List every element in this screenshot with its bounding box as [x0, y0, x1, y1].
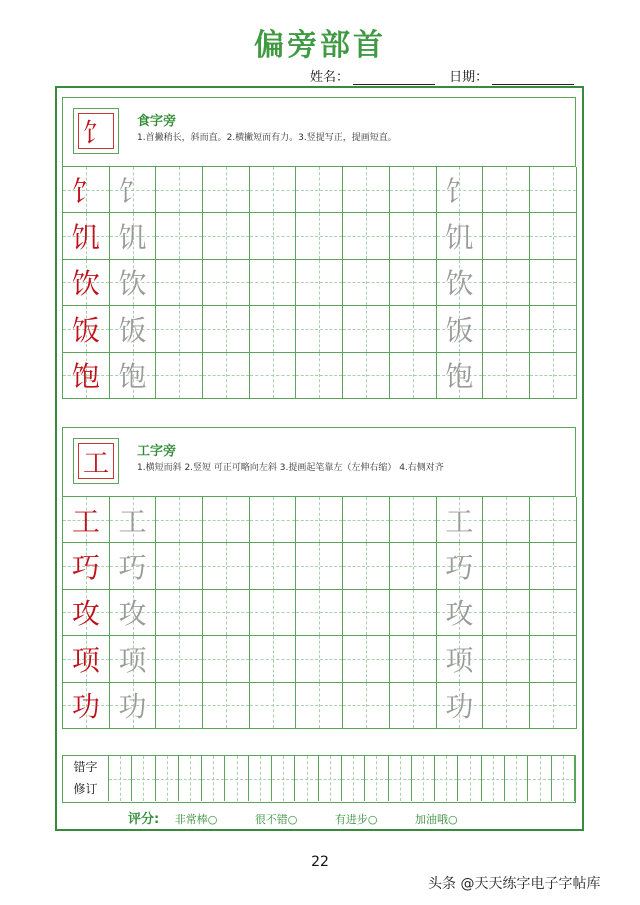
grid-cell[interactable] [156, 167, 203, 213]
error-cell[interactable] [202, 756, 225, 801]
error-cell[interactable] [249, 756, 272, 801]
model-character: 巧 [71, 551, 100, 585]
grid-cell[interactable] [110, 683, 157, 729]
error-cell[interactable] [295, 756, 318, 801]
grid-cell[interactable] [203, 497, 250, 543]
grid-cell[interactable] [483, 497, 530, 543]
name-label: 姓名： [310, 70, 350, 85]
error-cell[interactable] [412, 756, 435, 801]
error-cell[interactable] [179, 756, 202, 801]
error-cell[interactable] [272, 756, 295, 801]
error-correction-grid [109, 756, 575, 801]
grid-cell[interactable] [156, 636, 203, 682]
radical-char: 饣 [78, 113, 114, 149]
grid-cell[interactable] [390, 543, 437, 589]
grid-cell[interactable] [156, 683, 203, 729]
radical-box [73, 438, 119, 484]
error-correction-row [62, 755, 576, 803]
grid-cell[interactable] [63, 353, 110, 399]
model-character: 功 [71, 690, 100, 724]
rating-option-excellent[interactable]: 非常棒○ [174, 813, 218, 826]
grid-cell[interactable] [483, 167, 530, 213]
grid-cell[interactable] [530, 497, 577, 543]
model-character: 工 [71, 504, 100, 538]
trace-character: 饭 [445, 313, 474, 347]
grid-cell[interactable] [343, 683, 390, 729]
grid-cell[interactable] [296, 167, 343, 213]
name-date-line [310, 66, 584, 85]
grid-cell[interactable] [110, 353, 157, 399]
grid-cell[interactable] [296, 636, 343, 682]
trace-character: 饮 [445, 267, 474, 301]
grid-cell[interactable] [390, 497, 437, 543]
grid-cell[interactable] [483, 353, 530, 399]
trace-character: 工 [118, 504, 147, 538]
grid-cell[interactable] [343, 213, 390, 259]
error-cell[interactable] [505, 756, 528, 801]
grid-cell[interactable] [156, 543, 203, 589]
grid-cell[interactable] [343, 353, 390, 399]
trace-character: 饥 [118, 221, 147, 255]
error-cell[interactable] [319, 756, 342, 801]
grid-cell[interactable] [250, 590, 297, 636]
radical-section-1 [62, 97, 576, 399]
trace-character: 饱 [118, 360, 147, 394]
grid-cell[interactable] [250, 497, 297, 543]
grid-cell[interactable] [390, 260, 437, 306]
error-cell[interactable] [458, 756, 481, 801]
grid-cell[interactable] [250, 636, 297, 682]
date-label: 日期： [449, 70, 489, 85]
trace-character: 饣 [445, 174, 474, 208]
grid-cell[interactable] [203, 260, 250, 306]
grid-cell[interactable] [250, 213, 297, 259]
section-header [62, 97, 576, 167]
grid-cell[interactable] [156, 590, 203, 636]
grid-cell[interactable] [203, 213, 250, 259]
error-cell[interactable] [109, 756, 132, 801]
grid-cell[interactable] [63, 306, 110, 352]
grid-cell[interactable] [437, 497, 484, 543]
writing-rule: 1.首撇稍长，斜而直。2.横撇短而有力。3.竖提写正，提画短直。 [137, 133, 397, 143]
grid-cell[interactable] [110, 213, 157, 259]
grid-cell[interactable] [343, 590, 390, 636]
error-cell[interactable] [156, 756, 179, 801]
trace-character: 项 [118, 643, 147, 677]
error-cell[interactable] [482, 756, 505, 801]
grid-cell[interactable] [110, 167, 157, 213]
grid-cell[interactable] [530, 353, 577, 399]
grid-cell[interactable] [483, 683, 530, 729]
grid-cell[interactable] [343, 306, 390, 352]
section-header [62, 427, 576, 497]
grid-cell[interactable] [63, 683, 110, 729]
trace-character: 饣 [118, 174, 147, 208]
grid-cell[interactable] [63, 497, 110, 543]
grid-cell[interactable] [483, 590, 530, 636]
model-character: 饱 [71, 360, 100, 394]
grid-cell[interactable] [156, 306, 203, 352]
trace-character: 饥 [445, 221, 474, 255]
grid-cell[interactable] [530, 213, 577, 259]
grid-cell[interactable] [296, 590, 343, 636]
grid-cell[interactable] [390, 353, 437, 399]
grid-cell[interactable] [203, 636, 250, 682]
grid-cell[interactable] [203, 353, 250, 399]
grid-cell[interactable] [390, 213, 437, 259]
grid-cell[interactable] [483, 543, 530, 589]
grid-cell[interactable] [343, 543, 390, 589]
model-character: 饣 [71, 174, 100, 208]
grid-cell[interactable] [390, 590, 437, 636]
radical-box [73, 108, 119, 154]
grid-cell[interactable] [343, 497, 390, 543]
error-cell[interactable] [435, 756, 458, 801]
grid-cell[interactable] [530, 636, 577, 682]
trace-character: 饭 [118, 313, 147, 347]
model-character: 饭 [71, 313, 100, 347]
grid-cell[interactable] [110, 497, 157, 543]
watermark: 头条 @天天练字电子字帖库 [428, 876, 601, 892]
trace-character: 功 [118, 690, 147, 724]
error-cell[interactable] [225, 756, 248, 801]
name-blank[interactable] [353, 84, 435, 85]
grid-cell[interactable] [296, 260, 343, 306]
grid-cell[interactable] [437, 260, 484, 306]
grid-cell[interactable] [437, 683, 484, 729]
grid-cell[interactable] [156, 497, 203, 543]
grid-cell[interactable] [110, 590, 157, 636]
grid-cell[interactable] [296, 543, 343, 589]
error-cell[interactable] [389, 756, 412, 801]
error-cell[interactable] [342, 756, 365, 801]
grid-cell[interactable] [110, 543, 157, 589]
practice-grid [62, 497, 576, 729]
model-character: 项 [71, 643, 100, 677]
grid-cell[interactable] [250, 167, 297, 213]
grid-cell[interactable] [63, 213, 110, 259]
grid-cell[interactable] [343, 636, 390, 682]
grid-cell[interactable] [437, 636, 484, 682]
grid-cell[interactable] [63, 636, 110, 682]
date-blank[interactable] [492, 84, 574, 85]
grid-cell[interactable] [63, 260, 110, 306]
rating-option-good[interactable]: 很不错○ [254, 813, 298, 826]
error-cell[interactable] [132, 756, 155, 801]
grid-cell[interactable] [250, 683, 297, 729]
error-cell[interactable] [365, 756, 388, 801]
grid-cell[interactable] [110, 306, 157, 352]
model-character: 饥 [71, 221, 100, 255]
grid-cell[interactable] [296, 306, 343, 352]
rating-bar [128, 808, 492, 827]
grid-cell[interactable] [250, 306, 297, 352]
grid-cell[interactable] [530, 306, 577, 352]
grid-cell[interactable] [296, 213, 343, 259]
grid-cell[interactable] [530, 543, 577, 589]
grid-cell[interactable] [203, 590, 250, 636]
rating-label: 评分: [128, 812, 160, 827]
grid-cell[interactable] [250, 260, 297, 306]
trace-character: 项 [445, 643, 474, 677]
practice-grid [62, 167, 576, 399]
grid-cell[interactable] [63, 590, 110, 636]
radical-name: 工字旁 [137, 444, 177, 459]
grid-cell[interactable] [63, 543, 110, 589]
grid-cell[interactable] [156, 353, 203, 399]
grid-cell[interactable] [296, 497, 343, 543]
grid-cell[interactable] [437, 543, 484, 589]
error-cell[interactable] [528, 756, 551, 801]
grid-cell[interactable] [390, 636, 437, 682]
trace-character: 功 [445, 690, 474, 724]
grid-cell[interactable] [343, 260, 390, 306]
model-character: 攻 [71, 597, 100, 631]
trace-character: 工 [445, 504, 474, 538]
grid-cell[interactable] [296, 353, 343, 399]
grid-cell[interactable] [296, 683, 343, 729]
grid-cell[interactable] [483, 213, 530, 259]
grid-cell[interactable] [530, 260, 577, 306]
error-cell[interactable] [552, 756, 575, 801]
page-number: 22 [311, 854, 329, 870]
radical-name: 食字旁 [137, 114, 177, 129]
grid-cell[interactable] [437, 167, 484, 213]
grid-cell[interactable] [63, 167, 110, 213]
grid-cell[interactable] [156, 213, 203, 259]
page-title: 偏旁部首 [254, 28, 386, 63]
grid-cell[interactable] [250, 353, 297, 399]
grid-cell[interactable] [483, 636, 530, 682]
grid-cell[interactable] [437, 590, 484, 636]
rating-option-keep-going[interactable]: 加油哦○ [415, 813, 458, 826]
grid-cell[interactable] [530, 167, 577, 213]
grid-cell[interactable] [437, 213, 484, 259]
trace-character: 饱 [445, 360, 474, 394]
trace-character: 攻 [118, 597, 147, 631]
grid-cell[interactable] [437, 306, 484, 352]
trace-character: 饮 [118, 267, 147, 301]
model-character: 饮 [71, 267, 100, 301]
radical-char: 工 [78, 443, 114, 479]
trace-character: 巧 [445, 551, 474, 585]
grid-cell[interactable] [530, 683, 577, 729]
grid-cell[interactable] [203, 543, 250, 589]
grid-cell[interactable] [203, 683, 250, 729]
trace-character: 巧 [118, 551, 147, 585]
grid-cell[interactable] [110, 636, 157, 682]
grid-cell[interactable] [110, 260, 157, 306]
grid-cell[interactable] [390, 683, 437, 729]
grid-cell[interactable] [203, 306, 250, 352]
grid-cell[interactable] [390, 306, 437, 352]
grid-cell[interactable] [437, 353, 484, 399]
grid-cell[interactable] [343, 167, 390, 213]
grid-cell[interactable] [483, 260, 530, 306]
trace-character: 攻 [445, 597, 474, 631]
grid-cell[interactable] [483, 306, 530, 352]
radical-section-2 [62, 427, 576, 729]
writing-rule: 1.横短而斜 2.竖短 可正可略向左斜 3.提画起笔靠左（左伸右缩） 4.右侧对齐 [137, 463, 444, 473]
grid-cell[interactable] [156, 260, 203, 306]
grid-cell[interactable] [530, 590, 577, 636]
grid-cell[interactable] [250, 543, 297, 589]
grid-cell[interactable] [390, 167, 437, 213]
grid-cell[interactable] [203, 167, 250, 213]
error-correction-label: 错字 修订 [63, 756, 109, 801]
rating-option-progress[interactable]: 有进步○ [334, 813, 378, 826]
